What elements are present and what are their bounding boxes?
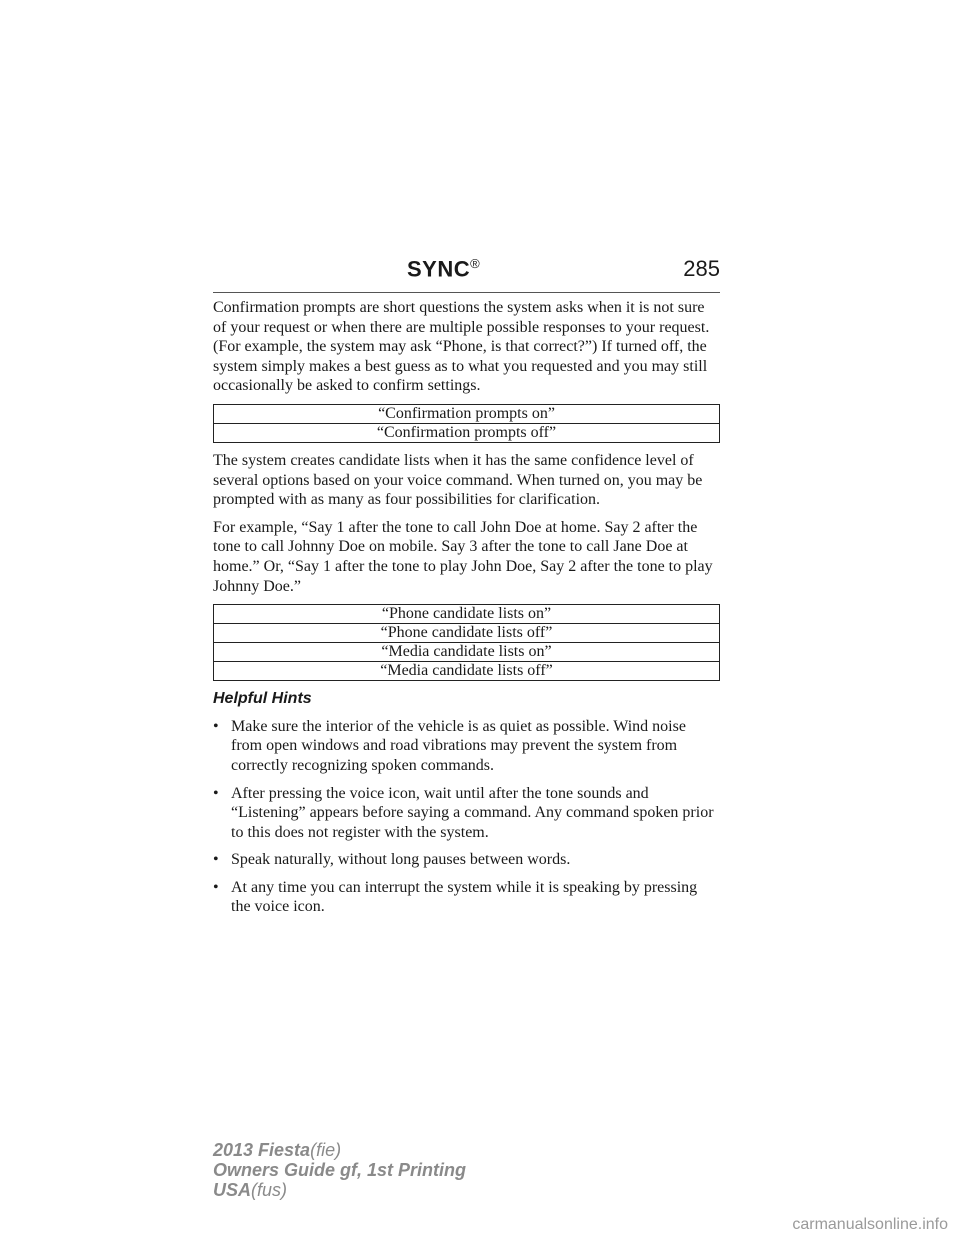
helpful-hints-heading: Helpful Hints — [213, 690, 312, 708]
table-row — [214, 423, 720, 442]
bullet-icon: • — [213, 717, 219, 735]
list-item-text: At any time you can interrupt the system while it is speaking by pressing the voice icon. — [231, 878, 698, 916]
bullet-icon: • — [213, 878, 219, 896]
table-cell: “Media candidate lists on” — [214, 643, 720, 662]
footer-line-guide: Owners Guide gf, 1st Printing — [213, 1160, 467, 1180]
list-item — [213, 878, 720, 917]
list-item — [213, 717, 720, 776]
table-row — [214, 624, 720, 643]
table-cell: “Confirmation prompts on” — [214, 404, 720, 423]
registered-mark: ® — [470, 256, 481, 271]
list-item-text: After pressing the voice icon, wait until after the tone sounds and “Listening” appears before saying a command. Any command spoken prior to this does not register with the system. — [231, 784, 714, 841]
table-cell: “Phone candidate lists on” — [214, 605, 720, 624]
paragraph-candidate-lists: The system creates candidate lists when it has the same confidence level of several options based on your voice command. When turned on, you may be prompted with as many as four possibilities for clarification. — [213, 451, 703, 509]
list-item-text: Make sure the interior of the vehicle is as quiet as possible. Wind noise from open windows and road vibrations may prevent the system from correctly recognizing spoken commands. — [231, 717, 686, 774]
bullet-icon: • — [213, 851, 219, 869]
footer-line-model: 2013 Fiesta(fie) — [213, 1140, 342, 1160]
paragraph-example: For example, “Say 1 after the tone to call John Doe at home. Say 2 after the tone to call Johnny Doe on mobile. Say 3 after the tone to call Jane Doe at home.” Or, “Say 1 after the tone to play John Doe, Say 2 after the tone to play Johnny Doe.” — [213, 518, 713, 595]
table-row — [214, 662, 720, 681]
table-row — [214, 643, 720, 662]
page-content — [213, 298, 720, 925]
paragraph-confirmation-prompts: Confirmation prompts are short questions the system asks when it is not sure of your request or when there are multiple possible responses to your request. (For example, the system may ask “Phone, is that correct?”) If turned off, the system simply makes a best guess as to what you requested and you may still occasionally be asked to confirm settings. — [213, 299, 710, 395]
confirmation-commands-table — [213, 404, 720, 443]
list-item-text: Speak naturally, without long pauses between words. — [231, 851, 571, 869]
helpful-hints-list — [213, 717, 720, 917]
print-footer — [213, 1140, 466, 1200]
list-item — [213, 784, 720, 843]
list-item — [213, 850, 720, 870]
table-row — [214, 605, 720, 624]
page-title: SYNC® — [407, 256, 481, 282]
table-cell: “Confirmation prompts off” — [214, 423, 720, 442]
table-row — [214, 404, 720, 423]
watermark: carmanualsonline.info — [792, 1216, 948, 1233]
bullet-icon: • — [213, 784, 219, 802]
page-header — [213, 256, 720, 293]
table-cell: “Phone candidate lists off” — [214, 624, 720, 643]
footer-line-region: USA(fus) — [213, 1180, 288, 1200]
page-number: 285 — [683, 256, 720, 281]
table-cell: “Media candidate lists off” — [214, 662, 720, 681]
candidate-lists-table — [213, 604, 720, 681]
